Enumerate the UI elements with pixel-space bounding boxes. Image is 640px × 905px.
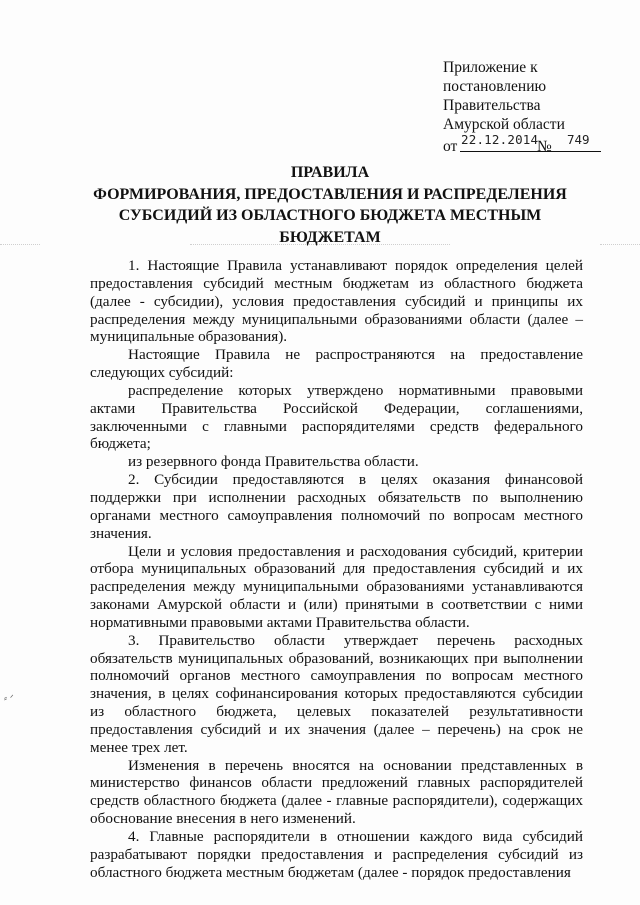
scan-artifact-mark: ⸗ ᐟ (4, 694, 14, 704)
paragraph: 1. Настоящие Правила устанавливают порядок определения целей предоставления субсидий местным бюджетам из областного бюджета (далее - субсидии), условия предоставления субсидий и принципы их распределения между муниципальными образованиями области (далее – муниципальные образования). (90, 257, 583, 346)
document-date: 22.12.2014 (461, 132, 539, 147)
appendix-line: Амурской области (443, 116, 565, 133)
scan-artifact-line (0, 244, 40, 245)
document-title (60, 162, 600, 248)
paragraph: 3. Правительство области утверждает перечень расходных обязательств муниципальных образований, возникающих при выполнении полномочий органов местного самоуправления по вопросам местного значения, в целях софинансирования которых предоставляются субсидии из областного бюджета, целевых показателей результативности предоставления субсидий и их значения (далее – перечень) на срок не менее трех лет. (90, 631, 583, 756)
appendix-line: постановлению (443, 78, 547, 95)
paragraph: Изменения в перечень вносятся на основании представленных в министерство финансов области предложений главных распорядителей средств областного бюджета (далее - главные распорядители), содержащих обоснование внесения в него изменений. (90, 756, 583, 828)
appendix-date-line (443, 134, 613, 156)
appendix-line: Приложение к (443, 59, 538, 76)
document-number: 749 (567, 132, 590, 147)
paragraph: Настоящие Правила не распространяются на предоставление следующих субсидий: (90, 346, 583, 382)
title-line: БЮДЖЕТАМ (279, 228, 381, 246)
document-body (90, 257, 583, 882)
title-line: СУБСИДИЙ ИЗ ОБЛАСТНОГО БЮДЖЕТА МЕСТНЫМ (118, 207, 542, 224)
title-line: ФОРМИРОВАНИЯ, ПРЕДОСТАВЛЕНИЯ И РАСПРЕДЕЛЕНИЯ (93, 185, 567, 203)
paragraph: 2. Субсидии предоставляются в целях оказания финансовой поддержки при исполнении расходных обязательств по выполнению органами местного самоуправления полномочий по вопросам местного значения. (90, 471, 583, 542)
date-prefix: от (443, 138, 458, 155)
number-underline (563, 151, 601, 152)
appendix-header (443, 58, 613, 156)
number-sign: № (537, 138, 552, 155)
paragraph: Цели и условия предоставления и расходования субсидий, критерии отбора муниципальных образований для предоставления субсидий и их распределения между муниципальными образованиями устанавливаются законами Амурской области и (или) принятыми в соответствии с ними нормативными правовыми актами Правительства области. (90, 542, 583, 631)
appendix-line: Правительства (443, 97, 541, 114)
paragraph: распределение которых утверждено нормативными правовыми актами Правительства Российской Федерации, соглашениями, заключенными с главными распорядителями средств федерального бюджета; (90, 381, 583, 453)
date-underline (460, 151, 570, 152)
scan-artifact-line (600, 244, 640, 245)
paragraph: 4. Главные распорядители в отношении каждого вида субсидий разрабатывают порядки предоставления и распределения субсидий из областного бюджета местным бюджетам (далее - порядок предоставления (90, 828, 583, 881)
paragraph: из резервного фонда Правительства области. (128, 453, 419, 471)
title-line: ПРАВИЛА (290, 164, 370, 181)
